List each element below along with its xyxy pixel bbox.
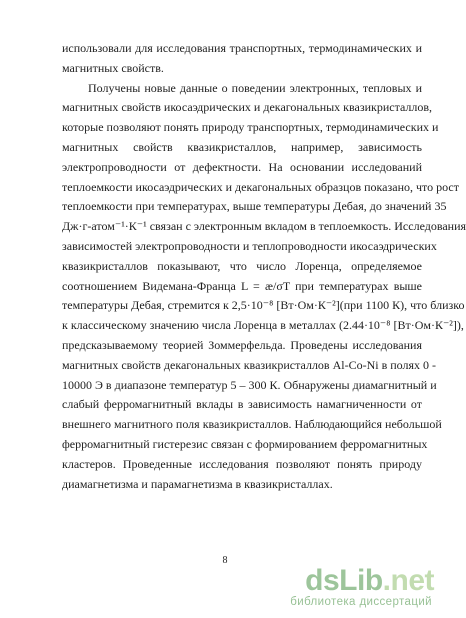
- text-line: использовали для исследования транспортных, термодинамических и: [62, 41, 422, 55]
- watermark-logo-text: [305, 566, 434, 596]
- body-text: [62, 39, 466, 494]
- text-line: Получены новые данные о поведении электронных, тепловых и: [88, 80, 422, 95]
- page-number: 8: [222, 555, 228, 566]
- text-line: соотношением Видемана-Франца L = æ/σT при температурах выше: [62, 278, 422, 293]
- text-line: магнитных свойств икосаэдрических и декагональных квазикристаллов,: [62, 100, 433, 115]
- text-line: слабый ферромагнитный вклады в зависимость намагниченности от: [62, 397, 422, 412]
- text-line: диамагнетизма и парамагнетизма в квазикристаллах.: [62, 476, 333, 491]
- text-line: предсказываемому теорией Зоммерфельда. Проведены исследования: [62, 337, 422, 352]
- watermark-logo: [262, 566, 434, 612]
- text-line: магнитных свойств квазикристаллов, например, зависимость: [62, 139, 422, 154]
- text-line: к классическому значению числа Лоренца в металлах (2.44·10⁻⁸ [Вт·Ом·К⁻²]),: [62, 318, 464, 333]
- text-line: квазикристаллов показывают, что число Лоренца, определяемое: [62, 258, 422, 273]
- text-line: кластеров. Проведенные исследования позволяют понять природу: [62, 456, 422, 471]
- watermark-logo-tld: .net: [382, 564, 434, 597]
- text-line: 10000 Э в диапазоне температур 5 – 300 К. Обнаружены диамагнитный и: [62, 377, 437, 392]
- text-line: температуры Дебая, стремится к 2,5·10⁻⁸ [Вт·Ом·К⁻²](при 1100 К), что близко: [62, 298, 465, 313]
- text-line: внешнего магнитного поля квазикристаллов. Наблюдающийся небольшой: [62, 417, 442, 432]
- watermark-logo-main: dsLib: [305, 564, 383, 597]
- text-line: Дж·г-атом⁻¹·К⁻¹ связан с электронным вкладом в теплоемкость. Исследования: [62, 219, 466, 234]
- text-line: теплоемкости при температурах, выше температуры Дебая, до значений 35: [62, 199, 447, 214]
- text-line: зависимостей электропроводности и теплопроводности икосаэдрических: [62, 238, 437, 253]
- text-line: магнитных свойств декагональных квазикристаллов Al-Co-Ni в полях 0 -: [62, 357, 437, 372]
- text-line: которые позволяют понять природу транспортных, термодинамических и: [62, 120, 439, 135]
- text-line: электропроводности от дефектности. На основании исследований: [62, 159, 422, 174]
- watermark-tagline: библиотека диссертаций: [290, 596, 432, 608]
- text-line: теплоемкости икосаэдрических и декагональных образцов показано, что рост: [62, 179, 459, 194]
- text-line: ферромагнитный гистерезис связан с формированием ферромагнитных: [62, 436, 428, 451]
- text-line: магнитных свойств.: [62, 60, 164, 75]
